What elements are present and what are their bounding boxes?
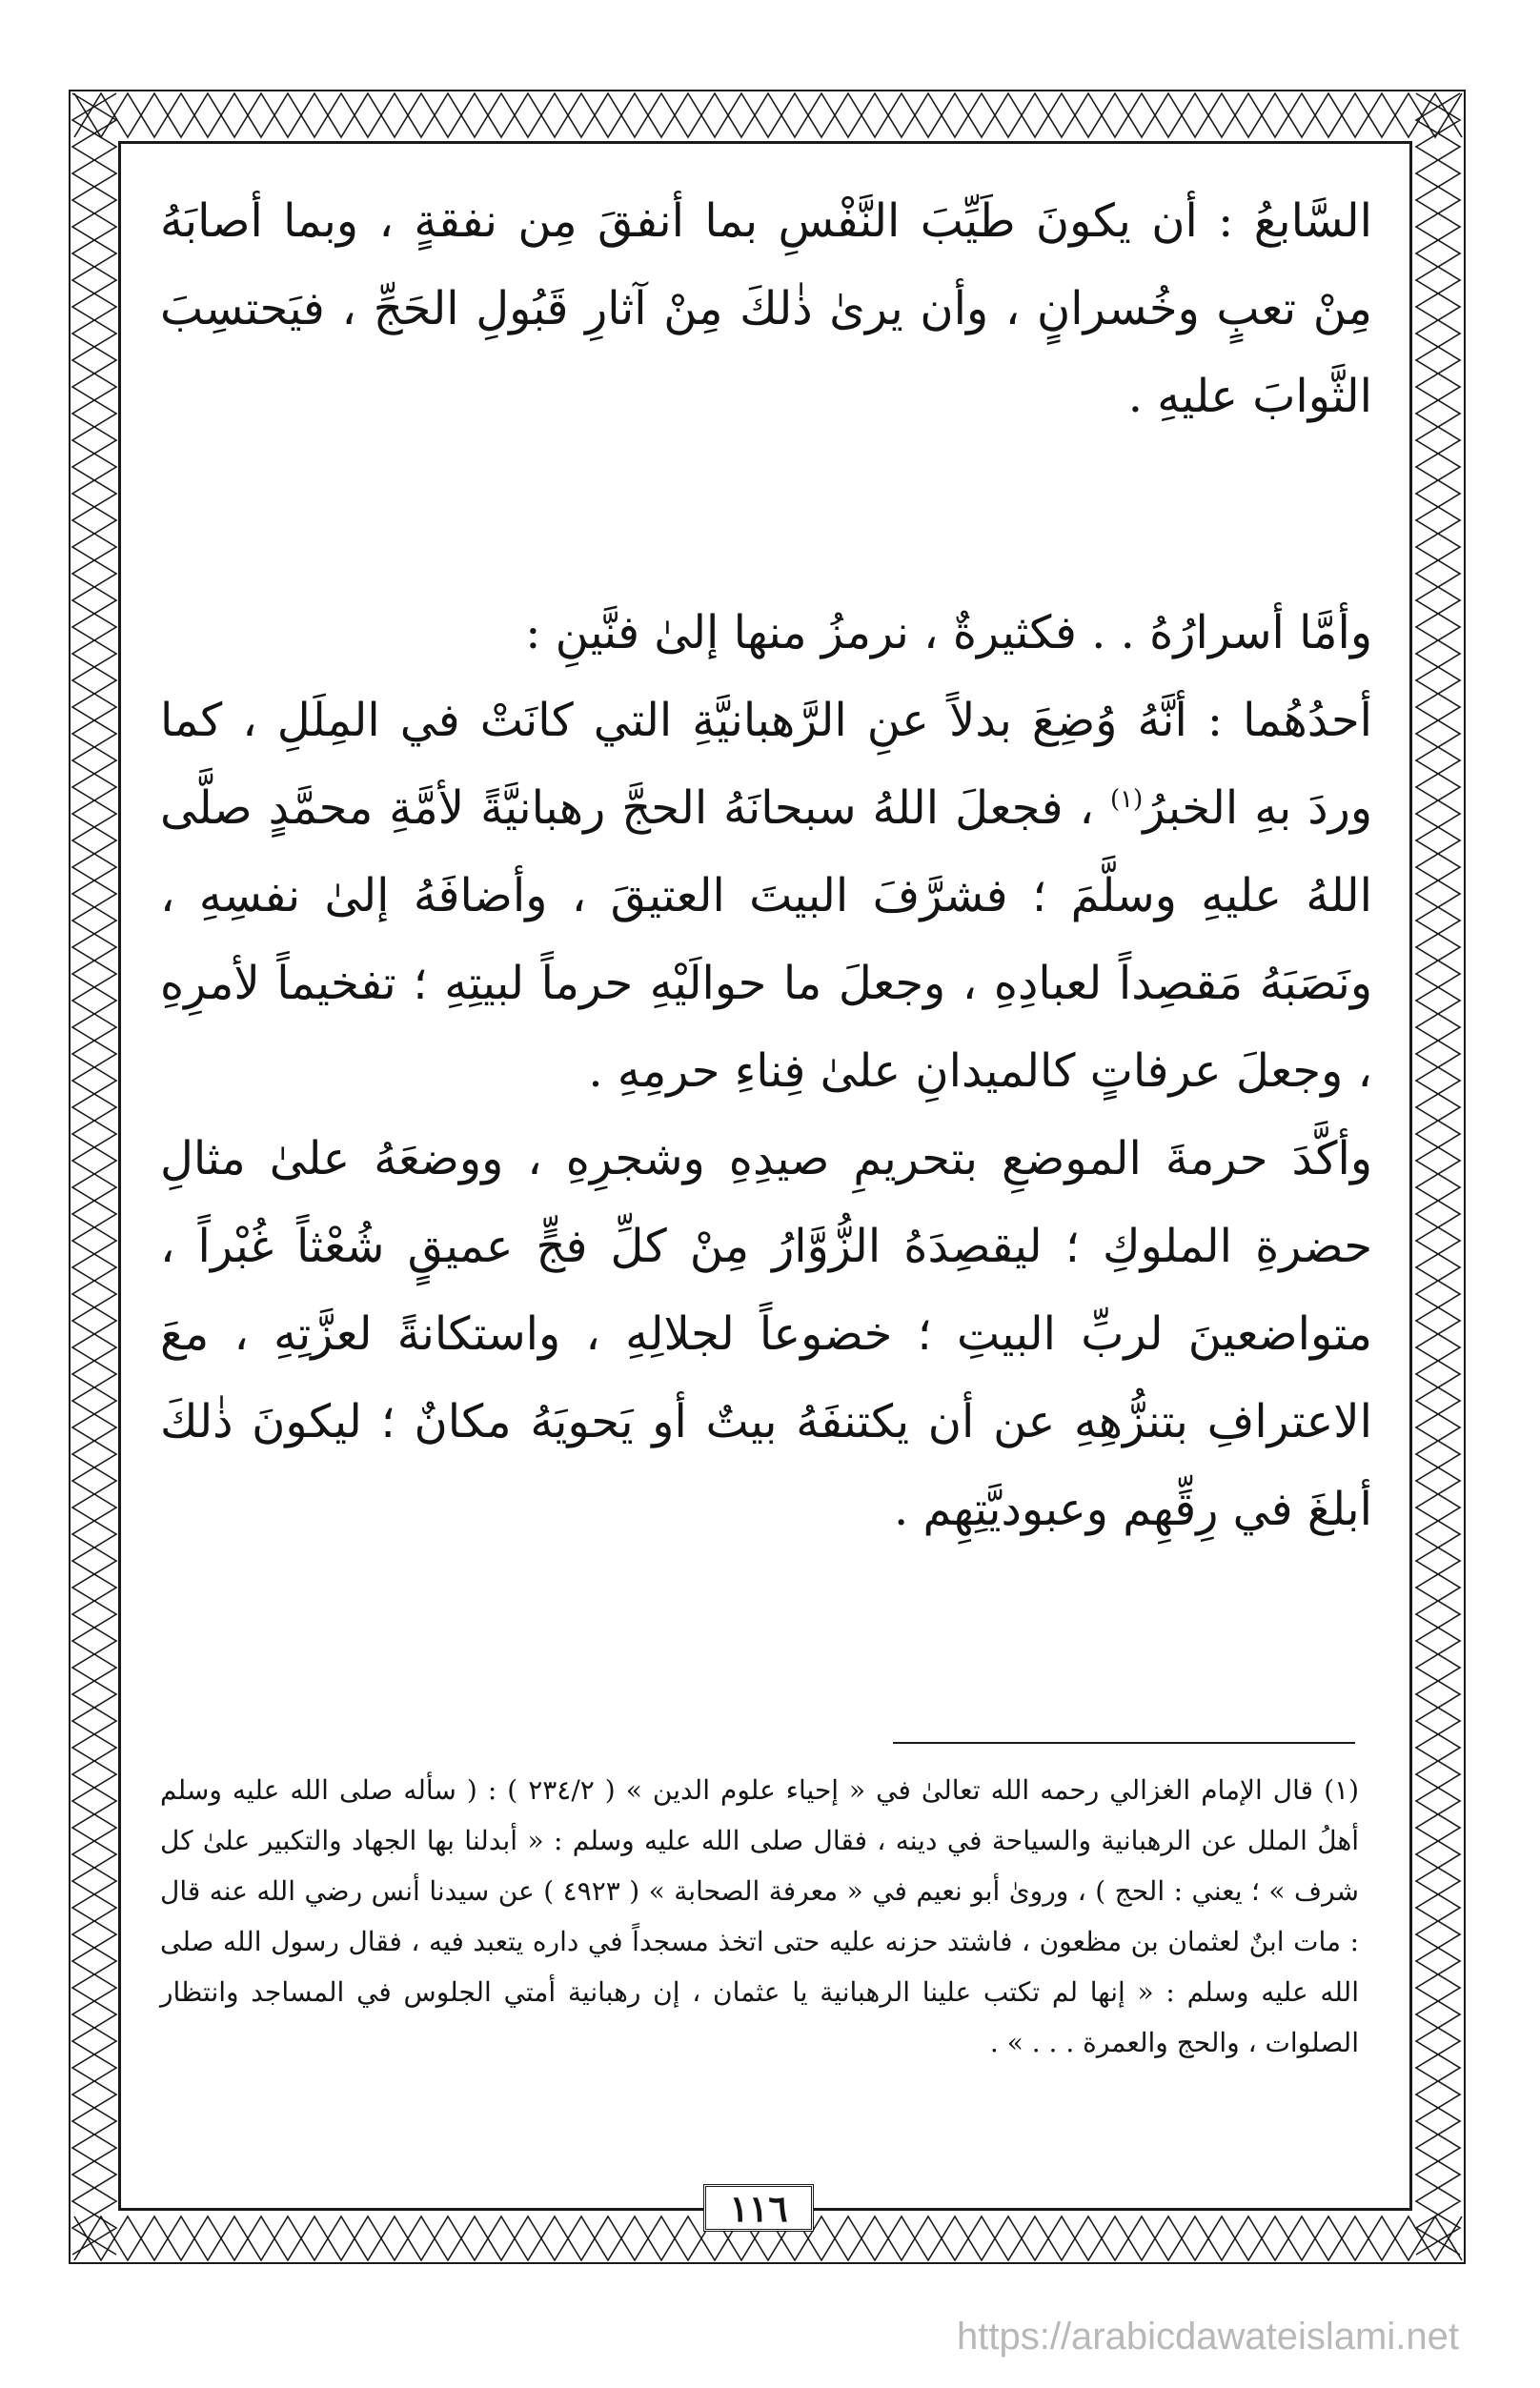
paragraph-sanctity: وأكَّدَ حرمةَ الموضعِ بتحريمِ صيدِهِ وشجرِهِ ، ووضعَهُ علىٰ مثالِ حضرةِ الملوكِ ؛ ليقصِدَهُ الزُّوَّارُ مِنْ كلِّ فجٍّ عميقٍ شُعْثاً غُبْراً ، متواضعينَ لربِّ البيتِ ؛ خضوعاً لجلالِهِ ، واستكانةً لعزَّتِهِ ، معَ الاعترافِ بتنزُّهِهِ عن أن يكتنفَهُ بيتٌ أو يَحويَهُ مكانٌ ؛ ليكونَ ذٰلكَ أبلغَ في رِقِّهِم وعبوديَّتِهِم . [160, 1132, 1373, 1536]
watermark-url: https://arabicdawateislami.net [957, 2316, 1459, 2358]
footnote-divider [893, 1742, 1355, 1744]
border-ornament-top [74, 93, 1462, 137]
footnote-text: (١) قال الإمام الغزالي رحمه الله تعالىٰ في « إحياء علوم الدين » ( ٢٣٤/٢ ) : ( سأله صلى الله عليه وسلم أهلُ الملل عن الرهبانية والسياحة في دينه ، فقال صلى الله عليه وسلم : « أبدلنا بها الجهاد والتكبير علىٰ كل شرف » ؛ يعني : الحج ) ، وروىٰ أبو نعيم في « معرفة الصحابة » ( ٤٩٢٣ ) عن سيدنا أنس رضي الله عنه قال : مات ابنٌ لعثمان بن مظعون ، فاشتد حزنه عليه حتى اتخذ مسجداً في داره يتعبد فيه ، فقال رسول الله صلى الله عليه وسلم : « إنها لم تكتب علينا الرهبانية يا عثمان ، إن رهبانية أمتي الجلوس في المساجد وانتظار الصلوات ، والحج والعمرة . . . » . [160, 1774, 1359, 2058]
ornament-line [74, 93, 1462, 137]
paragraph-first-secret-end: ، فجعلَ اللهُ سبحانَهُ الحجَّ رهبانيَّةً لأمَّةِ محمَّدٍ صلَّى اللهُ عليهِ وسلَّمَ ؛ فشرَّفَ البيتَ العتيقَ ، وأضافَهُ إلىٰ نفسِهِ ، ونَصَبَهُ مَقصِداً لعبادِهِ ، وجعلَ ما حوالَيْهِ حرماً لبيتِهِ ؛ تفخيماً لأمرِهِ ، وجعلَ عرفاتٍ كالميدانِ علىٰ فِناءِ حرمِهِ . [160, 781, 1372, 1098]
page-number: ١١٦ [703, 2184, 814, 2232]
border-ornament-right [1416, 93, 1460, 2255]
border-ornament-left [72, 93, 116, 2255]
paragraph-seventh: السَّابعُ : أن يكونَ طَيِّبَ النَّفْسِ بما أنفقَ مِن نفقةٍ ، وبما أصابَهُ مِنْ تعبٍ وخُسرانٍ ، وأن يرىٰ ذٰلكَ مِنْ آثارِ قَبُولِ الحَجِّ ، فيَحتسِبَ الثَّوابَ عليهِ . [160, 194, 1372, 423]
paragraph-first-secret [160, 677, 1372, 1115]
ornament-line [74, 93, 1462, 137]
main-text [160, 177, 1372, 1553]
footnote-reference: (١) [1110, 785, 1144, 814]
paragraph-first-secret-start: أحدُهُما : أنَّهُ وُضِعَ بدلاً عنِ الرَّهبانيَّةِ التي كانَتْ في المِلَلِ ، كما وردَ بهِ الخبرُ [160, 694, 1373, 835]
paragraph-secrets: وأمَّا أسرارُهُ . . فكثيرةٌ ، نرمزُ منها إلىٰ فنَّينِ : [525, 606, 1372, 659]
